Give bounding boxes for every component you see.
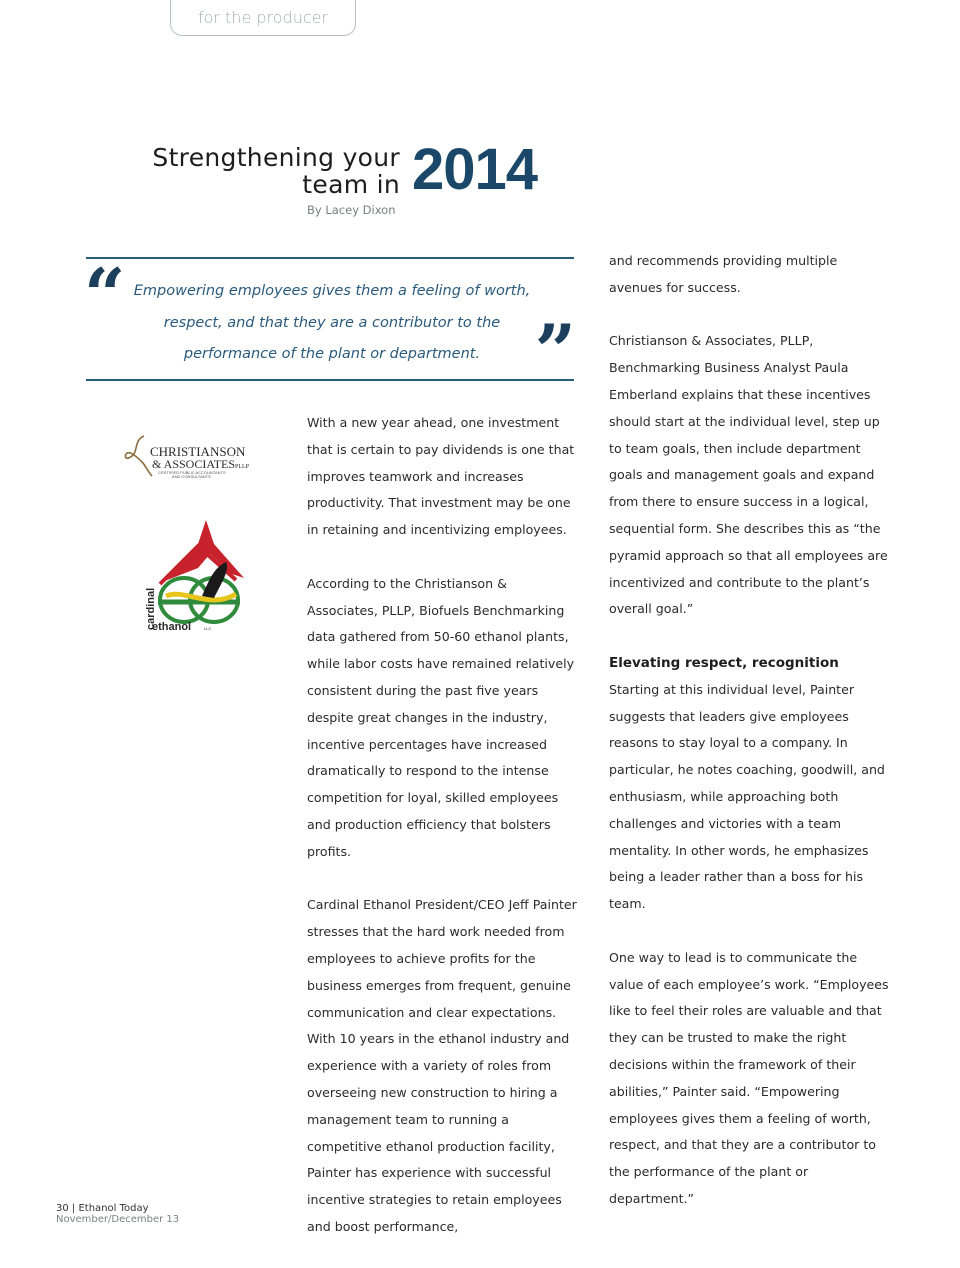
subheading: Elevating respect, recognition [609,654,839,671]
title-line-1: Strengthening your [152,143,400,172]
title-words [152,144,400,198]
body-paragraph: Christianson & Associates, PLLP, Benchmarking Business Analyst Paula Emberland explains that these incentives should start at the individual level, step up to team goals, then include department goals and management goals and expand from there to ensure success in a logical, sequential form. She describes this as “the pyramid approach so that all employees are incentivized and contribute to the plant’s overall goal.” [609,333,888,617]
christianson-tagline-2: AND CONSULTANTS [172,474,211,479]
body-column-middle [307,410,577,1268]
close-quote-icon: ” [534,308,576,393]
body-paragraph: and recommends providing multiple avenues for success. [609,253,838,295]
folio-separator: | [71,1203,76,1214]
christianson-name-line1: CHRISTIANSON [150,444,246,459]
christianson-associates-logo [122,432,254,480]
title-line-2: team in [302,170,400,199]
cardinal-suffix: LLC [204,626,212,631]
title-year: 2014 [412,137,538,202]
body-paragraph: According to the Christianson & Associates, PLLP, Biofuels Benchmarking data gathered from 50-60 ethanol plants, while labor costs have remained relatively consistent during the past five years despite great changes in the industry, incentive percentages have increased dramatically to respond to the intense competition for loyal, skilled employees and production efficiency that bolsters profits. [307,575,575,859]
byline: By Lacey Dixon [307,203,396,217]
issue-date: November/December 13 [56,1214,180,1225]
christianson-suffix: PLLP [235,464,250,470]
body-column-right [609,248,889,1239]
body-paragraph: Cardinal Ethanol President/CEO Jeff Painter stresses that the hard work needed from employees to achieve profits for the business emerges from frequent, genuine communication and clear expectations. With 10 years in the ethanol industry and experience with a variety of roles from overseeing new construction to hiring a management team to running a competitive ethanol production facility, Painter has experience with successful incentive strategies to retain employees and boost performance, [307,897,577,1234]
section-tab: for the producer [170,0,356,36]
christianson-name-line2: & ASSOCIATES [152,457,236,471]
body-paragraph: With a new year ahead, one investment that is certain to pay dividends is one that improves teamwork and increases productivity. That investment may be one in retaining and incentivizing employees. [307,415,575,538]
page-footer [56,1203,179,1225]
body-paragraph: Starting at this individual level, Painter suggests that leaders give employees reasons to stay loyal to a company. In particular, he notes coaching, goodwill, and enthusiasm, while approaching both challenges and victories with a team mentality. In other words, he emphasizes being a leader rather than a boss for his team. [609,681,885,912]
pull-quote-text: Empowering employees gives them a feeling of worth, respect, and that they are a contributor to the performance of the plant or department. [133,283,531,362]
magazine-name: Ethanol Today [78,1203,149,1214]
ethanol-word: ethanol [152,621,192,632]
pull-quote [84,252,576,393]
open-quote-icon: “ [84,252,126,337]
body-paragraph: One way to lead is to communicate the value of each employee’s work. “Employees like to feel their roles are valuable and that they can be trusted to make the right decisions within the framework of their abilities,” Painter said. “Empowering employees gives them a feeling of worth, respect, and that they are a contributor to the performance of the plant or department.” [609,949,889,1206]
cardinal-word: cardinal [145,587,157,630]
page-number: 30 [56,1203,69,1214]
cardinal-ethanol-logo [140,518,250,632]
christianson-tagline-1: CERTIFIED PUBLIC ACCOUNTANTS [158,470,226,475]
